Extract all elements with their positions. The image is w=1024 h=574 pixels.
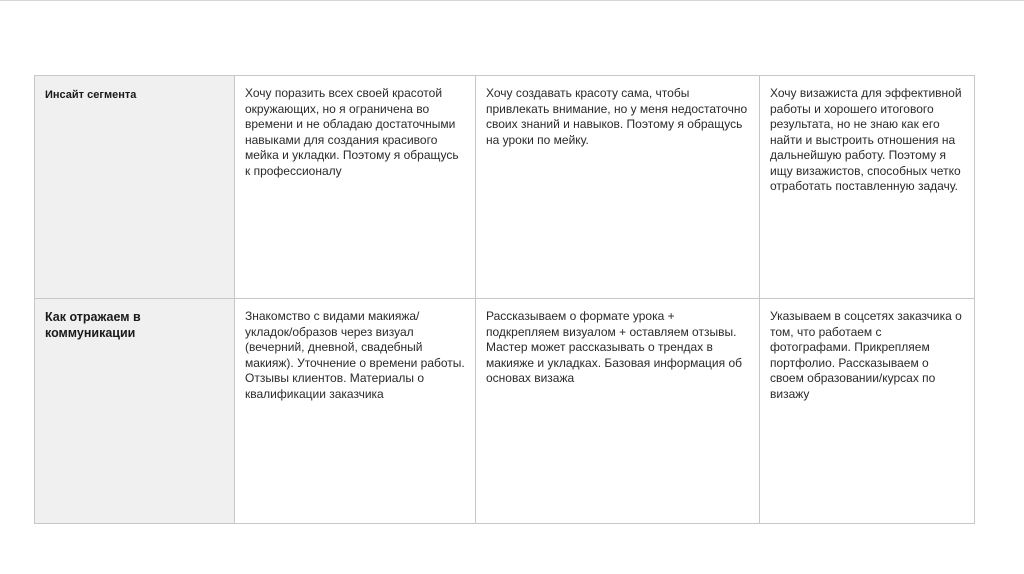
cell-text: Рассказываем о формате урока + подкрепляем визуалом + оставляем отзывы. Мастер может рассказывать о трендах в макияже и укладках. Базовая информация об основах визажа: [486, 309, 742, 385]
cell-text: Знакомство с видами макияжа/укладок/образов через визуал (вечерний, дневной, свадебный макияж). Уточнение о времени работы. Отзывы клиентов. Материалы о квалификации заказчика: [245, 309, 465, 401]
cell-text: Хочу поразить всех своей красотой окружающих, но я ограничена во времени и не обладаю достаточными навыками для создания красивого мейка и укладки. Поэтому я обращусь к профессионалу: [245, 86, 459, 178]
row-header-label: Инсайт сегмента: [45, 89, 137, 101]
segment-insight-table: [34, 75, 975, 524]
cell-text: Указываем в соцсетях заказчика о том, что работаем с фотографами. Прикрепляем портфолио. Рассказываем о своем образовании/курсах по визажу: [770, 309, 962, 401]
table-cell: [760, 299, 975, 524]
table-cell: [235, 76, 476, 299]
row-header-insight: [35, 76, 235, 299]
table-row-communication: [35, 299, 975, 524]
cell-text: Хочу визажиста для эффективной работы и хорошего итогового результата, но не знаю как его найти и выстроить отношения на дальнейшую работу. Поэтому я ищу визажистов, способных четко отработать поставленную задачу.: [770, 86, 962, 193]
row-header-communication: [35, 299, 235, 524]
table-cell: [476, 76, 760, 299]
table-cell: [760, 76, 975, 299]
row-header-label: Как отражаем в коммуникации: [45, 310, 141, 340]
cell-text: Хочу создавать красоту сама, чтобы привлекать внимание, но у меня недостаточно своих знаний и навыков. Поэтому я обращусь на уроки по мейку.: [486, 86, 748, 147]
slide-top-divider: [0, 0, 1024, 1]
table-row-insight: [35, 76, 975, 299]
table-cell: [235, 299, 476, 524]
table-cell: [476, 299, 760, 524]
